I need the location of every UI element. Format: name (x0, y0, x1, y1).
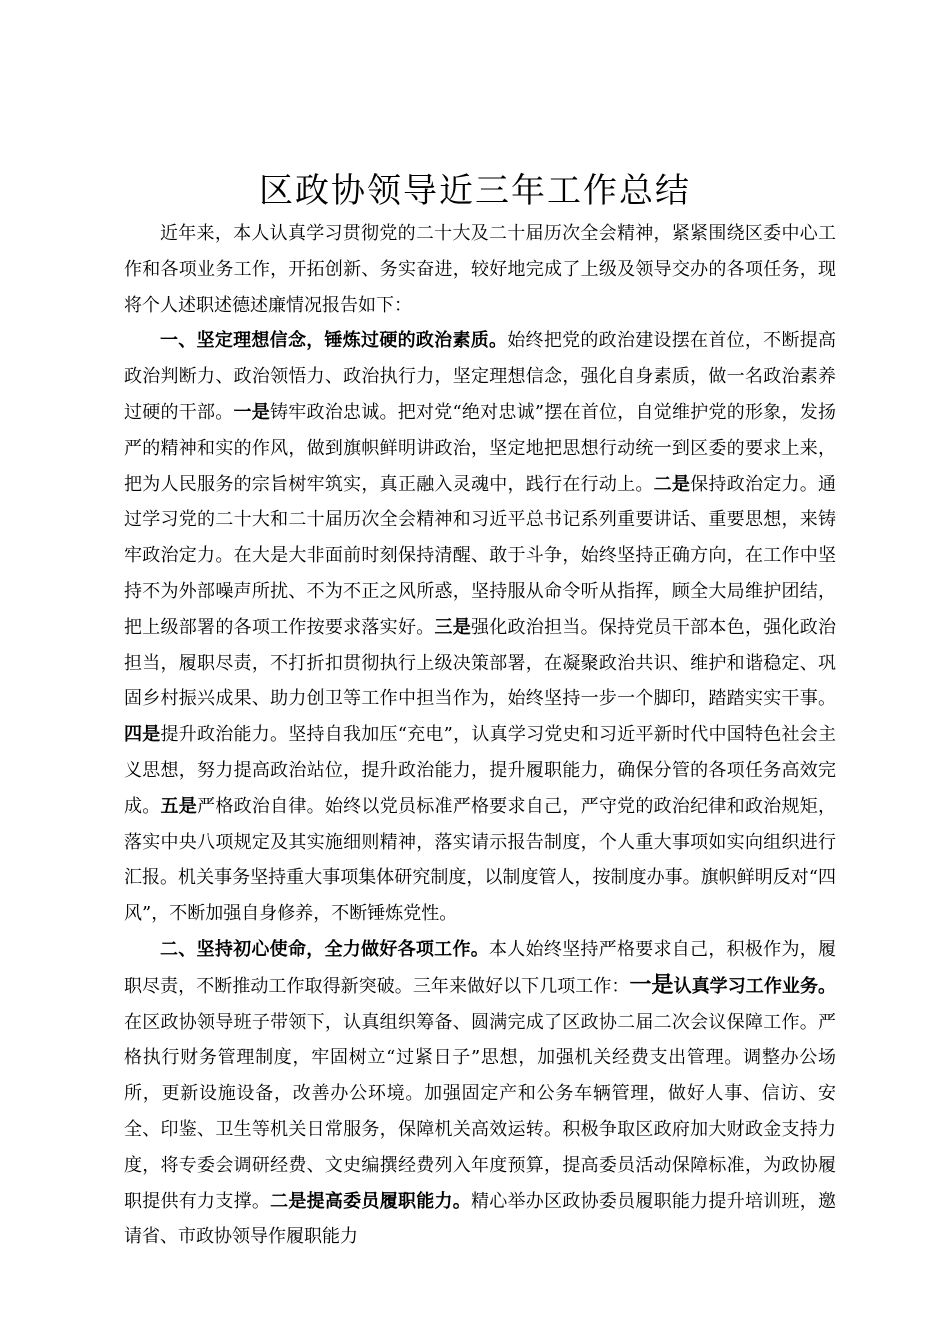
section-2-heading: 二、坚持初心使命，全力做好各项工作。 (160, 938, 489, 960)
section-2-text-c: 精心举办区政协委员履职能力提升培训班，邀请省、市政协领导作履职能力 (124, 1190, 837, 1248)
section-1-text-d: 强化政治担当。保持党员干部本色，强化政治担当，履职尽责，不打折扣贯彻执行上级决策部署，在凝聚政治共识、维护和谐稳定、巩固乡村振兴成果、助力创卫等工作中担当作为，始终坚持一步一个脚印，踏踏实实干事。 (124, 616, 837, 710)
intro-paragraph (124, 216, 836, 323)
section-1-heading: 一、坚定理想信念，锤炼过硬的政治素质。 (160, 330, 508, 352)
intro-text: 近年来，本人认真学习贯彻党的二十大及二十届历次全会精神，紧紧围绕区委中心工作和各项业务工作，开拓创新、务实奋进，较好地完成了上级及领导交办的各项任务，现将个人述职述德述廉情况报告如下： (124, 223, 836, 316)
section-2-marker-2: 二是提高委员履职能力。 (270, 1190, 472, 1212)
document-body (124, 216, 836, 1255)
section-2-text-b: 在区政协领导班子带领下，认真组织筹备、圆满完成了区政协二届二次会议保障工作。严格执行财务管理制度，牢固树立“过紧日子”思想，加强机关经费支出管理。调整办公场所，更新设施设备，改善办公环境。加强固定产和公务车辆管理，做好人事、信访、安全、印鉴、卫生等机关日常服务，保障机关高效运转。积极争取区政府加大财政金支持力度，将专委会调研经费、文史编撰经费列入年度预算，提高委员活动保障标准，为政协履职提供有力支撑。 (124, 1011, 836, 1212)
section-2-paragraph (124, 932, 836, 1255)
section-2-marker-1: 一是 (629, 971, 674, 998)
section-1-text-e: 提升政治能力。坚持自我加压“充电”，认真学习党史和习近平新时代中国特色社会主义思想，努力提高政治站位，提升政治能力，提升履职能力，确保分管的各项任务高效完成。 (124, 724, 837, 817)
section-1-paragraph (124, 323, 836, 932)
section-1-marker-3: 三是 (434, 616, 472, 638)
section-1-text-a: 始终把党的政治建设摆在首位，不断提高政治判断力、政治领悟力、政治执行力，坚定理想信念，强化自身素质，做一名政治素养过硬的干部。 (124, 330, 837, 423)
section-2-text-a: 本人始终坚持严格要求自己，积极作为，履职尽责，不断推动工作取得新突破。三年来做好以下几项工作： (124, 938, 836, 997)
section-1-text-f: 严格政治自律。始终以党员标准严格要求自己，严守党的政治纪律和政治规矩，落实中央八项规定及其实施细则精神，落实请示报告制度，个人重大事项如实向组织进行汇报。机关事务坚持重大事项集体研究制度，以制度管人，按制度办事。旗帜鲜明反对“四风”，不断加强自身修养，不断锤炼党性。 (124, 795, 837, 925)
section-1-text-b: 铸牢政治忠诚。把对党“绝对忠诚”摆在首位，自觉维护党的形象，发扬严的精神和实的作风，做到旗帜鲜明讲政治，坚定地把思想行动统一到区委的要求上来，把为人民服务的宗旨树牢筑实，真正融入灵魂中，践行在行动上。 (124, 401, 837, 495)
section-1-marker-2: 二是 (653, 473, 691, 495)
section-1-marker-1: 一是 (233, 401, 270, 423)
section-2-marker-1-rest: 认真学习工作业务。 (673, 975, 836, 997)
page-title: 区政协领导近三年工作总结 (259, 171, 691, 211)
section-1-text-c: 保持政治定力。通过学习党的二十大和二十届历次全会精神和习近平总书记系列重要讲话、重要思想，来铸牢政治定力。在大是大非面前时刻保持清醒、敢于斗争，始终坚持正确方向，在工作中坚持不为外部噪声所扰、不为不正之风所惑，坚持服从命令听从指挥，顾全大局维护团结，把上级部署的各项工作按要求落实好。 (124, 473, 837, 638)
section-1-marker-5: 五是 (160, 795, 198, 817)
section-1-marker-4: 四是 (124, 724, 161, 746)
